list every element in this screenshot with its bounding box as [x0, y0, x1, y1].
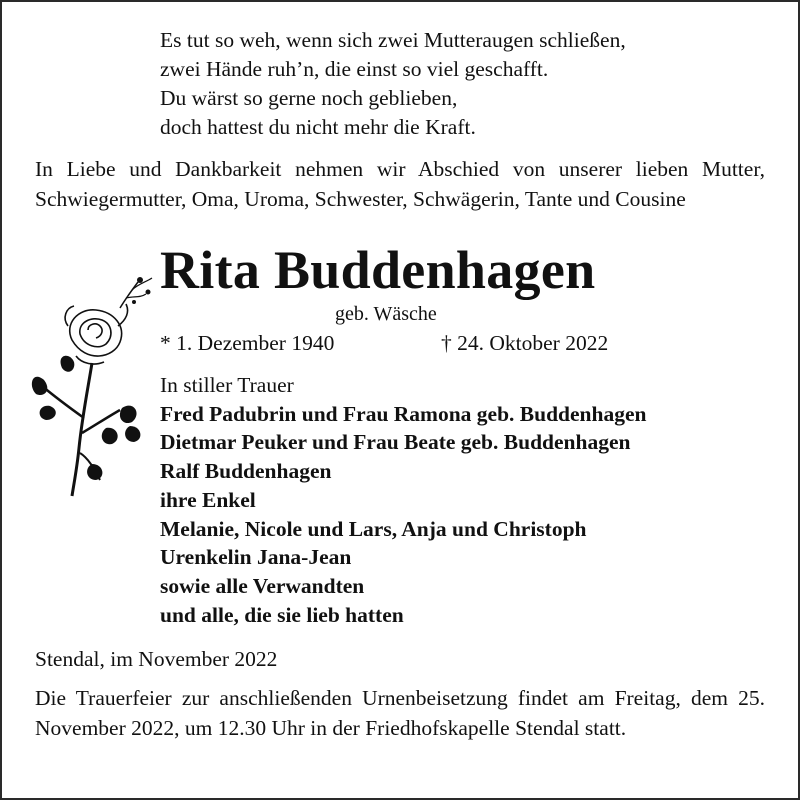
mourner-line: Melanie, Nicole und Lars, Anja und Christoph	[160, 516, 587, 541]
poem-line: doch hattest du nicht mehr die Kraft.	[160, 115, 476, 139]
mourner-line: Urenkelin Jana-Jean	[160, 545, 352, 570]
poem	[160, 26, 626, 142]
mourner-line: Ralf Buddenhagen	[160, 459, 332, 484]
maiden-name: geb. Wäsche	[335, 303, 437, 325]
intro-text: In Liebe und Dankbarkeit nehmen wir Abschied von unserer lieben Mutter, Schwiegermutter, Oma, Uroma, Schwester, Schwägerin, Tante und Cousine	[35, 157, 765, 211]
mourner-line: ihre Enkel	[160, 487, 256, 512]
death-date: † 24. Oktober 2022	[441, 331, 609, 355]
poem-line: zwei Hände ruh’n, die einst so viel geschafft.	[160, 57, 549, 81]
place-date: Stendal, im November 2022	[35, 647, 278, 671]
mourner-line: Dietmar Peuker und Frau Beate geb. Buddenhagen	[160, 430, 631, 455]
deceased-name: Rita Buddenhagen	[160, 240, 596, 300]
funeral-info: Die Trauerfeier zur anschließenden Urnenbeisetzung findet am Freitag, dem 25. November 2022, um 12.30 Uhr in der Friedhofskapelle Stendal statt.	[35, 686, 765, 740]
birth-date: * 1. Dezember 1940	[160, 331, 335, 355]
mourner-line: und alle, die sie lieb hatten	[160, 602, 404, 627]
mourner-line: Fred Padubrin und Frau Ramona geb. Buddenhagen	[160, 401, 647, 426]
poem-line: Es tut so weh, wenn sich zwei Mutteraugen schließen,	[160, 28, 626, 52]
mourners-block	[160, 371, 646, 629]
mourner-line: sowie alle Verwandten	[160, 573, 365, 598]
mourners-heading: In stiller Trauer	[160, 373, 294, 397]
poem-line: Du wärst so gerne noch geblieben,	[160, 86, 458, 110]
rose-icon	[22, 268, 157, 500]
